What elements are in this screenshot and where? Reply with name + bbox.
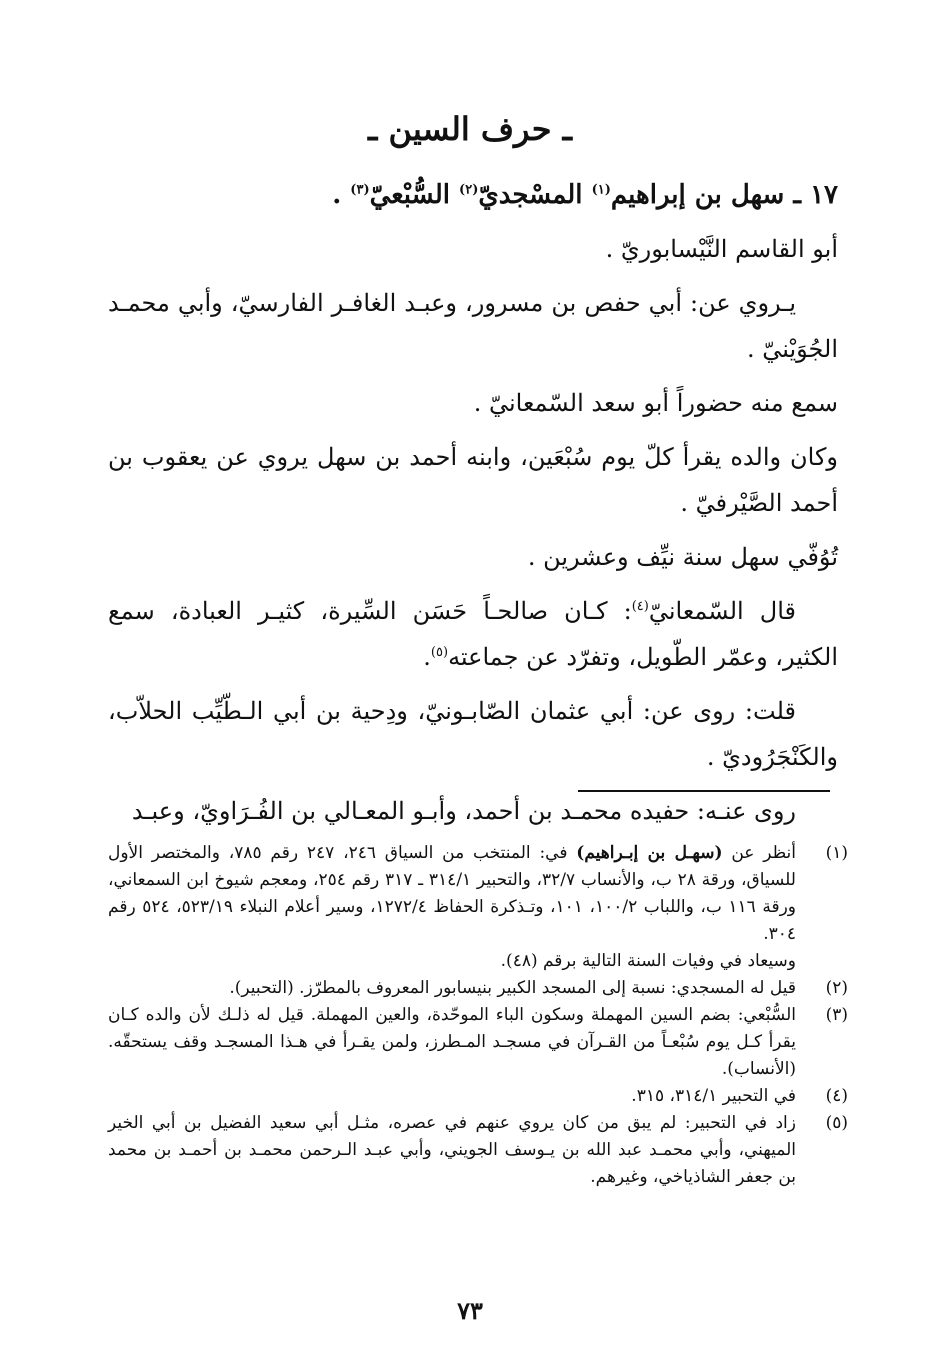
- paragraph-father: وكان والده يقرأ كلّ يوم سُبْعَين، وابنه أحمد بن سهل يروي عن يعقوب بن أحمد الصَّيْرفيّ .: [108, 443, 839, 517]
- main-text: [108, 172, 838, 842]
- footnote-text: زاد في التحبير: لم يبق من كان يروي عنهم في عصره، مثـل أبي سعيد الفضيل بن أبي الخير الميهني، وأبي محمـد عبد الله بن يـوسف الجويني، وأبي عبـد الـرحمن محمـد بن أحمـد بن محمد بن جعفر الشاذياخي، وغيرهم.: [108, 1113, 796, 1187]
- paragraph-death: تُوُفّي سهل سنة نيِّف وعشرين .: [527, 543, 838, 571]
- footnote-1-name: (سهـل بن إبـراهيم): [576, 843, 723, 863]
- paragraph-narrates-from: يـروي عن: أبي حفص بن مسرور، وعبـد الغافـر الفارسيّ، وأبي محمـد الجُوَيْنيّ .: [108, 289, 838, 363]
- footnote-marker-4: (٤): [631, 599, 649, 614]
- footnote-number: (٤): [825, 1086, 848, 1106]
- entry-nisba-subi: السُّبْعيّ: [369, 180, 460, 210]
- footnotes: [108, 840, 848, 1191]
- footnote-1-extra: وسيعاد في وفيات السنة التالية برقم (٤٨).: [500, 951, 796, 971]
- entry-heading: [108, 172, 838, 218]
- footnote-marker-3: (٣): [350, 182, 370, 198]
- footnote-5: [108, 1110, 848, 1191]
- footnote-number: (١): [825, 843, 848, 863]
- paragraph-samani-end: .: [423, 643, 431, 671]
- footnote-marker-2: (٢): [459, 182, 479, 198]
- footnote-text: قيل له المسجدي: نسبة إلى المسجد الكبير بنيسابور المعروف بالمطرّز. (التحبير).: [229, 978, 796, 998]
- entry-name: ١٧ ـ سهل بن إبراهيم: [610, 180, 838, 210]
- paragraph-samani-body: : كـان صالحـاً حَسَن السِّيرة، كثيـر العبادة، سمع الكثير، وعمّر الطّويل، وتفرّد عن جماعته: [108, 597, 838, 671]
- footnote-text: [108, 840, 796, 948]
- footnote-number: (٢): [825, 978, 848, 998]
- paragraph-heard-from: سمع منه حضوراً أبو سعد السّمعانيّ .: [473, 389, 838, 417]
- footnote-1-sources: في: المنتخب من السياق ٢٤٦، ٢٤٧ رقم ٧٨٥، والمختصر الأول للسياق، ورقة ٢٨ ب، والأنساب ٣٢/٧، والتحبير ٣١٤/١ ـ ٣١٧ رقم ٢٥٤، ومعجم شيوخ ابن السمعاني، ورقة ١١٦ ب، واللباب ١٠٠/٢، ١٠١، وتـذكرة الحفاظ ١٢٧٢/٤، وسير أعلام النبلاء ٥٢٣/١٩، ٥٢٤ رقم ٣٠٤.: [108, 843, 797, 944]
- entry-heading-end: .: [332, 180, 351, 210]
- footnote-4: [108, 1083, 848, 1110]
- page-number: ٧٣: [457, 1296, 483, 1325]
- paragraph-samani-quote: [108, 588, 838, 680]
- footnote-marker-1: (١): [591, 182, 611, 198]
- footnote-text: في التحبير ٣١٤/١، ٣١٥.: [631, 1086, 796, 1106]
- entry-nisba-masjidi: المسْجديّ: [478, 180, 592, 210]
- footnote-marker-5: (٥): [430, 645, 449, 660]
- footnote-text: السُّبْعي: بضم السين المهملة وسكون الباء الموحّدة، والعين المهملة. قيل له ذلـك لأن والده كـان يقرأ كـل يوم سُبْعـاً من القـرآن في مسجـد المـطرز، ولمن يقـرأ في هـذا المسجـد وقف يستحقّه. (الأنساب).: [108, 1005, 796, 1079]
- paragraph-narrated-from: قلت: روى عن: أبي عثمان الصّابـونيّ، ودِحية بن أبي الـطّيِّب الحلاّب، والكَنْجَرُوديّ .: [108, 697, 838, 771]
- footnote-number: (٥): [825, 1113, 848, 1133]
- paragraph-narrated-by: روى عنـه: حفيده محمـد بن أحمد، وأبـو المعـالي بن الفُـرَاويّ، وعبـد: [131, 797, 796, 825]
- footnote-1: [108, 840, 848, 948]
- section-heading: ـ حرف السين ـ: [368, 110, 572, 148]
- footnote-1-pre: أنظر عن: [722, 843, 797, 863]
- paragraph-samani-intro: قال السّمعانيّ: [648, 597, 796, 625]
- footnote-2: [108, 975, 848, 1002]
- paragraph-kunya: أبو القاسم النَّيْسابوريّ .: [605, 235, 838, 263]
- footnote-3: [108, 1002, 848, 1083]
- footnote-number: (٣): [825, 1005, 848, 1025]
- footnote-separator: [578, 790, 830, 792]
